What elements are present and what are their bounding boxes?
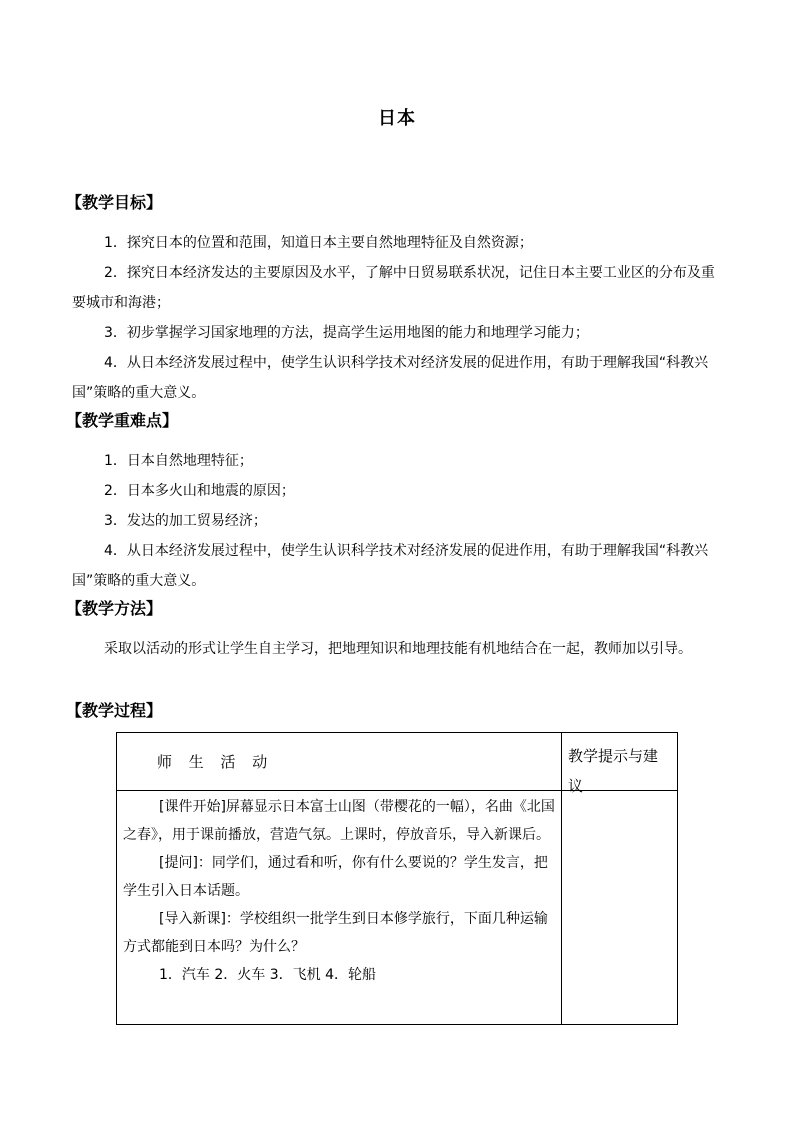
keypoint-item-2: 2．日本多火山和地震的原因； (104, 483, 295, 499)
table-row: 1．汽车 2．火车 3．飞机 4．轮船 (159, 967, 376, 983)
table-header-activity: 师 生 活 动 (157, 753, 274, 771)
table-header-tips: 教学提示与建议 (568, 747, 659, 795)
goal-item-3: 3．初步掌握学习国家地理的方法，提高学生运用地图的能力和地理学习能力； (104, 325, 589, 341)
keypoint-item-3: 3．发达的加工贸易经济； (104, 513, 267, 529)
goal-item-1: 1．探究日本的位置和范围，知道日本主要自然地理特征及自然资源； (104, 235, 533, 251)
methods-heading: 【教学方法】 (66, 599, 163, 618)
table-row: [导入新课]：学校组织一批学生到日本修学旅行，下面几种运输方式都能到日本吗？为什么？ (123, 911, 548, 955)
table-row: [课件开始]屏幕显示日本富士山图（带樱花的一幅），名曲《北国之春》，用于课前播放，营造气氛。上课时，停放音乐，导入新课后。 (123, 799, 555, 843)
process-heading: 【教学过程】 (66, 701, 163, 720)
goal-item-2: 2．探究日本经济发达的主要原因及水平，了解中日贸易联系状况，记住日本主要工业区的分布及重要城市和海港； (72, 265, 715, 311)
keypoints-heading: 【教学重难点】 (66, 411, 179, 430)
keypoint-item-4: 4．从日本经济发展过程中，使学生认识科学技术对经济发展的促进作用，有助于理解我国“科教兴国”策略的重大意义。 (72, 543, 709, 589)
table-activity-cell (123, 793, 555, 989)
process-table (116, 732, 678, 1025)
goals-heading: 【教学目标】 (66, 193, 163, 212)
keypoint-item-1: 1．日本自然地理特征； (104, 453, 253, 469)
goal-item-4: 4．从日本经济发展过程中，使学生认识科学技术对经济发展的促进作用，有助于理解我国“科教兴国”策略的重大意义。 (72, 355, 709, 401)
methods-text: 采取以活动的形式让学生自主学习，把地理知识和地理技能有机地结合在一起，教师加以引导。 (104, 641, 692, 657)
table-column-divider (561, 733, 562, 1024)
document-title: 日本 (378, 108, 416, 129)
table-row: [提问]：同学们，通过看和听，你有什么要说的？学生发言，把学生引入日本话题。 (123, 855, 548, 899)
